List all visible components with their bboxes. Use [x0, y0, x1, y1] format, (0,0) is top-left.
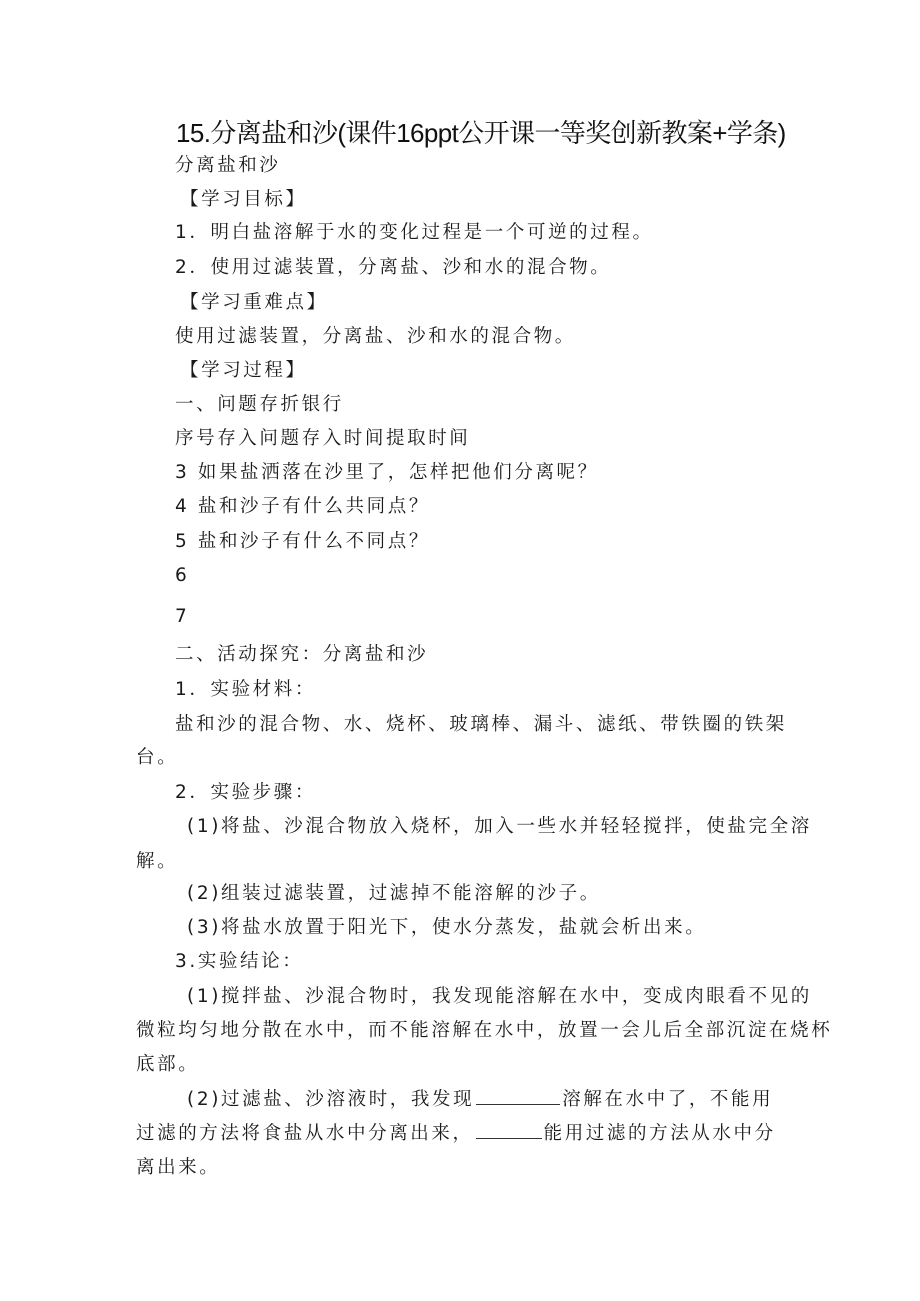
step-2: (2)组装过滤装置，过滤掉不能溶解的沙子。 — [187, 883, 601, 904]
conclusion-1-line-1: (1)搅拌盐、沙混合物时，我发现能溶解在水中，变成肉眼看不见的 — [187, 986, 812, 1007]
fill-in-blank-1[interactable] — [476, 1103, 560, 1105]
materials-line-2: 台。 — [136, 747, 179, 768]
conclusion-2-text-d: 能用过滤的方法从水中分 — [543, 1123, 776, 1144]
fill-in-blank-2[interactable] — [476, 1137, 542, 1139]
section-1-heading: 一、问题存折银行 — [175, 394, 344, 415]
conclusion-heading: 3.实验结论： — [175, 951, 304, 972]
conclusion-2-line-2 — [136, 1119, 776, 1145]
key-points-text: 使用过滤装置，分离盐、沙和水的混合物。 — [175, 326, 576, 347]
step-1-line-2: 解。 — [136, 851, 179, 872]
question-row-7: 7 — [175, 606, 190, 627]
conclusion-2-text-a: (2)过滤盐、沙溶液时，我发现 — [187, 1089, 475, 1110]
materials-heading: 1．实验材料： — [175, 679, 316, 700]
steps-heading: 2．实验步骤： — [175, 782, 316, 803]
question-row-5: 5 盐和沙子有什么不同点？ — [175, 531, 430, 552]
goal-2: 2．使用过滤装置，分离盐、沙和水的混合物。 — [175, 257, 612, 278]
question-row-4: 4 盐和沙子有什么共同点？ — [175, 496, 430, 517]
conclusion-1-line-3: 底部。 — [136, 1054, 200, 1075]
process-heading: 【学习过程】 — [180, 360, 307, 381]
key-points-heading: 【学习重难点】 — [180, 292, 328, 313]
conclusion-1-line-2: 微粒均匀地分散在水中，而不能溶解在水中，放置一会儿后全部沉淀在烧杯 — [136, 1020, 833, 1041]
step-3: (3)将盐水放置于阳光下，使水分蒸发，盐就会析出来。 — [187, 917, 707, 938]
conclusion-2-line-3: 离出来。 — [136, 1157, 221, 1178]
document-title: 15.分离盐和沙(课件16ppt公开课一等奖创新教案+学条) — [176, 118, 786, 148]
materials-line-1: 盐和沙的混合物、水、烧杯、玻璃棒、漏斗、滤纸、带铁圈的铁架 — [175, 714, 787, 735]
conclusion-2-text-b: 溶解在水中了，不能用 — [562, 1089, 774, 1110]
question-row-3: 3 如果盐洒落在沙里了，怎样把他们分离呢？ — [175, 462, 599, 483]
goals-heading: 【学习目标】 — [180, 189, 307, 210]
conclusion-2-line-1 — [187, 1085, 773, 1111]
step-1-line-1: (1)将盐、沙混合物放入烧杯，加入一些水并轻轻搅拌，使盐完全溶 — [187, 816, 812, 837]
question-row-6: 6 — [175, 565, 190, 586]
goal-1: 1．明白盐溶解于水的变化过程是一个可逆的过程。 — [175, 222, 654, 243]
section-2-heading: 二、活动探究：分离盐和沙 — [175, 644, 429, 665]
conclusion-2-text-c: 过滤的方法将食盐从水中分离出来， — [136, 1123, 474, 1144]
subtitle: 分离盐和沙 — [175, 155, 281, 176]
question-table-header: 序号存入问题存入时间提取时间 — [175, 428, 471, 449]
